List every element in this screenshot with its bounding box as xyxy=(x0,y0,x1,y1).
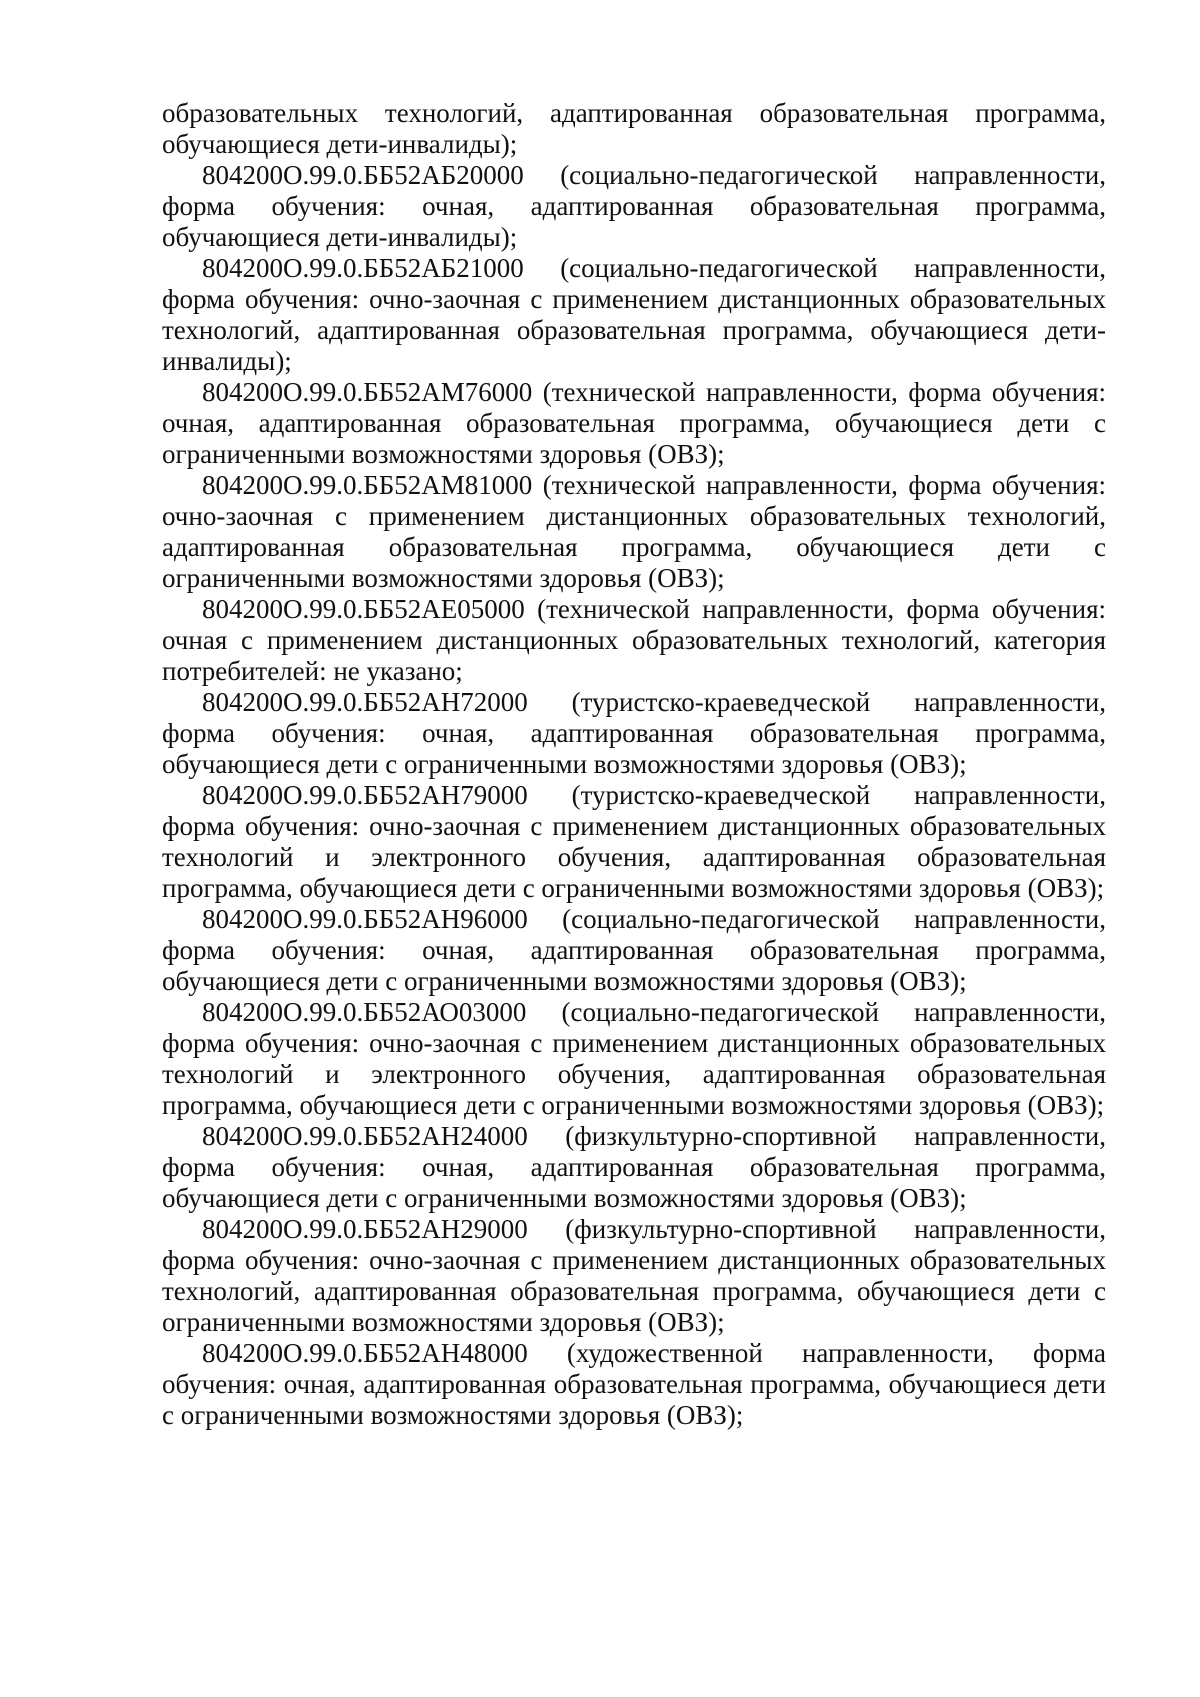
paragraph-continuation: образовательных технологий, адаптированная образовательная программа, обучающиеся дети-инвалиды); xyxy=(162,98,1106,159)
paragraph-item: 804200О.99.0.ББ52АБ20000 (социально-педагогической направленности, форма обучения: очная, адаптированная образовательная программа, обучающиеся дети-инвалиды); xyxy=(162,160,1106,252)
paragraph-item: 804200О.99.0.ББ52АН29000 (физкультурно-спортивной направленности, форма обучения: очно-заочная с применением дистанционных образовательных технологий, адаптированная образовательная программа, обучающиеся дети с ограниченными возможностями здоровья (ОВЗ); xyxy=(162,1214,1106,1337)
paragraph-item: 804200О.99.0.ББ52АЕ05000 (технической направленности, форма обучения: очная с применением дистанционных образовательных технологий, категория потребителей: не указано; xyxy=(162,594,1106,686)
document-body xyxy=(162,98,1106,1431)
paragraph-item: 804200О.99.0.ББ52АБ21000 (социально-педагогической направленности, форма обучения: очно-заочная с применением дистанционных образовательных технологий, адаптированная образовательная программа, обучающиеся дети-инвалиды); xyxy=(162,253,1106,376)
paragraph-item: 804200О.99.0.ББ52АН72000 (туристско-краеведческой направленности, форма обучения: очная, адаптированная образовательная программа, обучающиеся дети с ограниченными возможностями здоровья (ОВЗ); xyxy=(162,687,1106,779)
paragraph-item: 804200О.99.0.ББ52АН24000 (физкультурно-спортивной направленности, форма обучения: очная, адаптированная образовательная программа, обучающиеся дети с ограниченными возможностями здоровья (ОВЗ); xyxy=(162,1121,1106,1213)
paragraph-item: 804200О.99.0.ББ52АО03000 (социально-педагогической направленности, форма обучения: очно-заочная с применением дистанционных образовательных технологий и электронного обучения, адаптированная образовательная программа, обучающиеся дети с ограниченными возможностями здоровья (ОВЗ); xyxy=(162,997,1106,1120)
paragraph-item: 804200О.99.0.ББ52АН79000 (туристско-краеведческой направленности, форма обучения: очно-заочная с применением дистанционных образовательных технологий и электронного обучения, адаптированная образовательная программа, обучающиеся дети с ограниченными возможностями здоровья (ОВЗ); xyxy=(162,780,1106,903)
paragraph-item: 804200О.99.0.ББ52АН48000 (художественной направленности, форма обучения: очная, адаптированная образовательная программа, обучающиеся дети с ограниченными возможностями здоровья (ОВЗ); xyxy=(162,1338,1106,1430)
paragraph-item: 804200О.99.0.ББ52АН96000 (социально-педагогической направленности, форма обучения: очная, адаптированная образовательная программа, обучающиеся дети с ограниченными возможностями здоровья (ОВЗ); xyxy=(162,904,1106,996)
paragraph-item: 804200О.99.0.ББ52АМ76000 (технической направленности, форма обучения: очная, адаптированная образовательная программа, обучающиеся дети с ограниченными возможностями здоровья (ОВЗ); xyxy=(162,377,1106,469)
paragraph-item: 804200О.99.0.ББ52АМ81000 (технической направленности, форма обучения: очно-заочная с применением дистанционных образовательных технологий, адаптированная образовательная программа, обучающиеся дети с ограниченными возможностями здоровья (ОВЗ); xyxy=(162,470,1106,593)
